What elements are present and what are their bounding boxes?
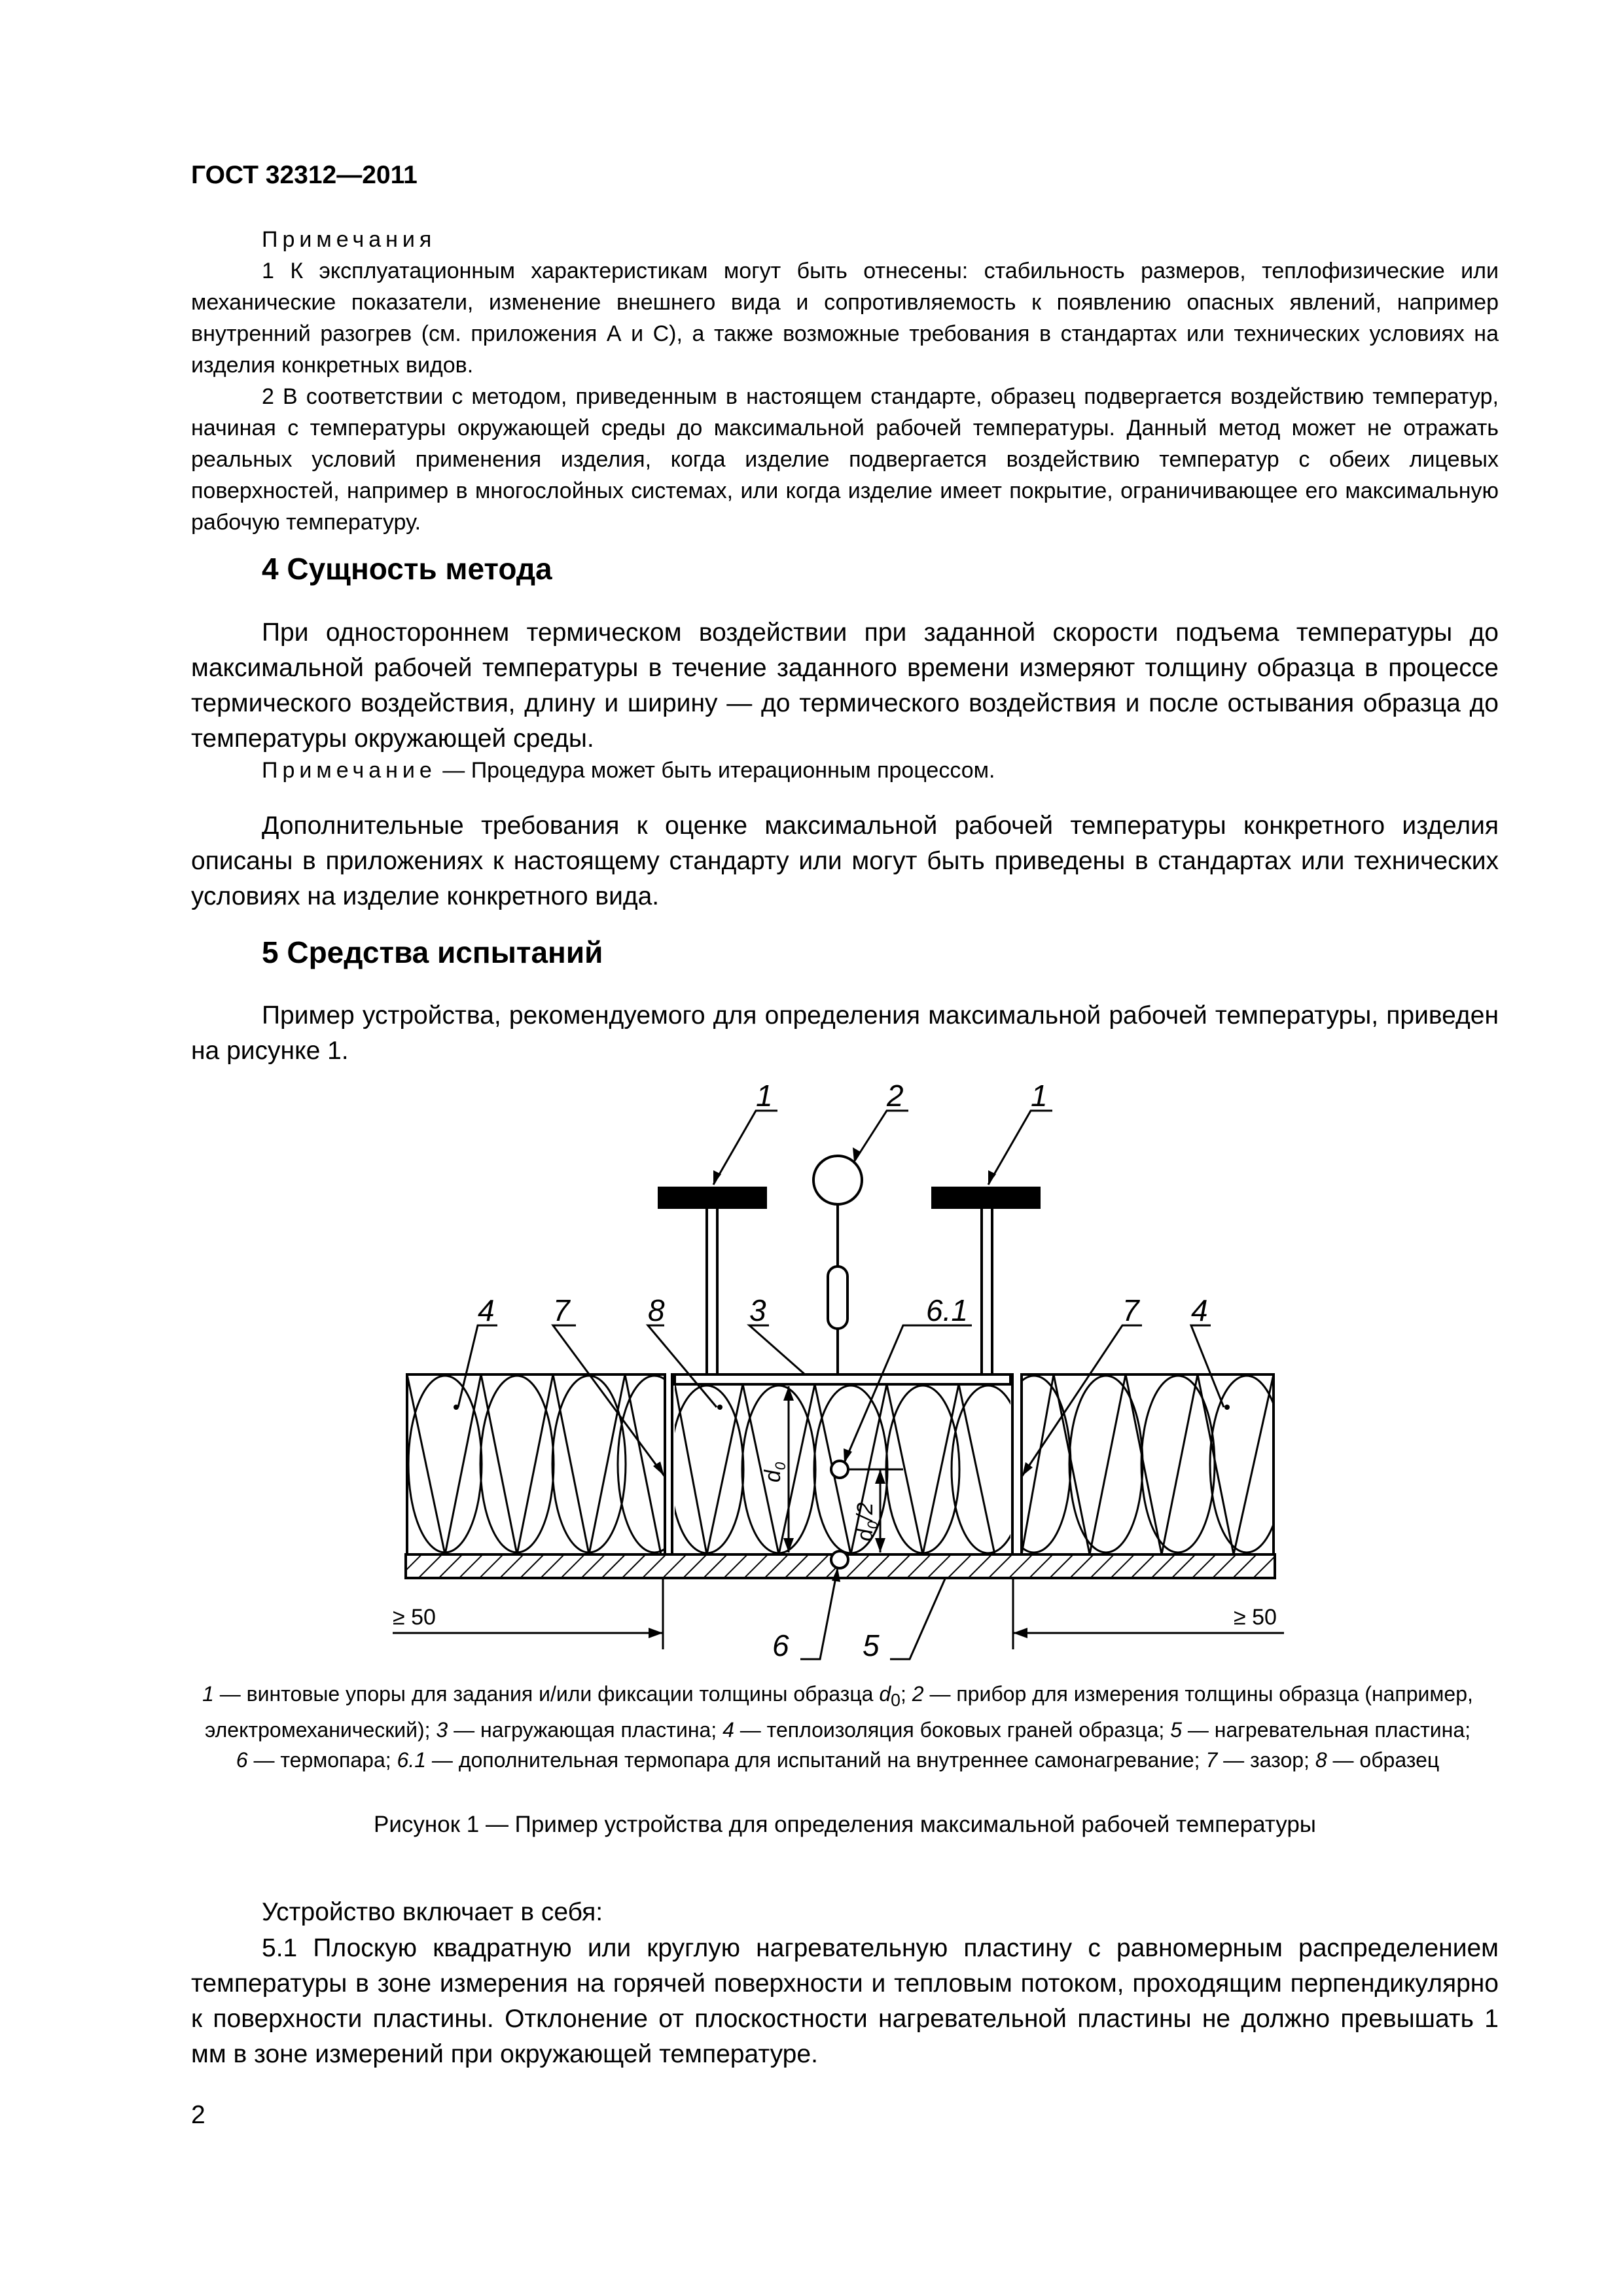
gap-label-left: ≥ 50 [393, 1605, 436, 1630]
figure-1-apparatus-diagram [386, 1060, 1289, 1689]
legend-num-7: 7 [1205, 1748, 1218, 1772]
legend-text-1: — винтовые упоры для задания и/или фиксации толщины образца [213, 1682, 880, 1706]
section-5-para-1 [191, 998, 1499, 1069]
legend-sep-1: ; [900, 1682, 912, 1706]
label-4-right: 4 [1191, 1293, 1208, 1327]
section-5-para-2 [191, 1895, 1499, 1930]
gap-label-right: ≥ 50 [1234, 1605, 1277, 1630]
note-2: 2 В соответствии с методом, приведенным в настоящем стандарте, образец подвергается воздействию температур, начиная с температуры окружающей среды до максимальной рабочей температуры. Данный метод может не отражать реальных условий применения изделия, когда изделие подвергается воздействию температур с обеих лицевых поверхностей, например в многослойных системах, или когда изделие имеет покрытие, ограничивающее его максимальную рабочую температуру. [191, 384, 1499, 535]
label-4-left: 4 [478, 1293, 495, 1327]
section-5-text-2: Устройство включает в себя: [262, 1898, 603, 1926]
legend-num-4: 4 [722, 1718, 734, 1742]
thermocouple-6 [831, 1551, 848, 1568]
label-1-left: 1 [756, 1079, 773, 1113]
legend-num-1: 1 [202, 1682, 214, 1706]
label-d0-half: $d_0/2$ [853, 1502, 881, 1541]
note-1: 1 К эксплуатационным характеристикам могут быть отнесены: стабильность размеров, теплофизические или механические показатели, изменение внешнего вида и сопротивляемость к появлению опасных явлений, например внутренний разогрев (см. приложения А и С), а также возможные требования в стандартах или технических условиях на изделия конкретных видов. [191, 259, 1499, 378]
legend-text-6: — термопара; [247, 1748, 397, 1772]
insulation-right [997, 1374, 1283, 1554]
section-4-para-2 [191, 808, 1499, 914]
label-5: 5 [863, 1628, 880, 1662]
note-label: Примечание [262, 758, 437, 783]
legend-text-8: — образец [1327, 1748, 1440, 1772]
page-number: 2 [191, 2101, 205, 2129]
insulation-left [407, 1374, 691, 1554]
legend-num-3: 3 [436, 1718, 448, 1742]
section-4-title: 4 Сущность метода [262, 552, 552, 586]
label-8: 8 [648, 1293, 665, 1327]
loading-plate [675, 1374, 1010, 1384]
legend-var-d: d [879, 1682, 891, 1706]
figure-1-legend [196, 1679, 1479, 1775]
section-5-title: 5 Средства испытаний [262, 935, 603, 969]
label-2: 2 [887, 1079, 904, 1113]
label-6-1: 6.1 [926, 1293, 968, 1327]
legend-var-sub: 0 [891, 1690, 901, 1710]
legend-text-3: — нагружающая пластина; [448, 1718, 723, 1742]
legend-text-7: — зазор; [1217, 1748, 1315, 1772]
note-text: — Процедура может быть итерационным процессом. [436, 758, 995, 783]
figure-1-caption: Рисунок 1 — Пример устройства для определения максимальной рабочей температуры [374, 1812, 1316, 1837]
thickness-gauge [813, 1156, 862, 1374]
label-7-right: 7 [1122, 1293, 1139, 1327]
document-id: ГОСТ 32312—2011 [191, 161, 418, 189]
section-5-para-3 [191, 1931, 1499, 2072]
legend-text-6-1: — дополнительная термопара для испытаний на внутреннее самонагревание; [426, 1748, 1206, 1772]
legend-num-8: 8 [1315, 1748, 1327, 1772]
legend-text-5: — нагревательная пластина; [1182, 1718, 1471, 1742]
legend-text-4: — теплоизоляция боковых граней образца; [734, 1718, 1171, 1742]
label-7-left: 7 [553, 1293, 570, 1327]
screw-stop-right [933, 1188, 1039, 1374]
notes-heading: Примечания [262, 227, 437, 252]
label-1-right: 1 [1031, 1079, 1048, 1113]
section-4-para-1 [191, 615, 1499, 757]
legend-num-5: 5 [1170, 1718, 1182, 1742]
section-4-note [191, 755, 1499, 786]
section-5-text-1: Пример устройства, рекомендуемого для определения максимальной рабочей температуры, приведен на рисунке 1. [191, 1001, 1499, 1065]
section-4-text-1: При одностороннем термическом воздействии при заданной скорости подъема температуры до максимальной рабочей температуры в течение заданного времени измеряют толщину образца в процессе термического воздействия, длину и ширину — до термического воздействия и после остывания образца до температуры окружающей среды. [191, 619, 1499, 753]
section-5-text-3: 5.1 Плоскую квадратную или круглую нагревательную пластину с равномерным распределением температуры в зоне измерения на горячей поверхности и тепловым потоком, проходящим перпендикулярно к поверхности пластины. Отклонение от плоскостности нагревательной пластины не должно превышать 1 мм в зоне измерений при окружающей температуре. [191, 1934, 1499, 2068]
legend-text-2: — прибор для измерения толщины образца (например, электромеханический); [204, 1682, 1473, 1742]
label-6: 6 [772, 1628, 789, 1662]
screw-stop-left [659, 1188, 766, 1374]
legend-num-6: 6 [236, 1748, 248, 1772]
legend-num-2: 2 [912, 1682, 924, 1706]
label-d0: $d_0$ [760, 1462, 789, 1482]
section-4-text-2: Дополнительные требования к оценке максимальной рабочей температуры конкретного изделия описаны в приложениях к настоящему стандарту или могут быть приведены в стандартах или технических условиях на изделие конкретного вида. [191, 812, 1499, 910]
thermocouple-6-1 [831, 1461, 848, 1478]
notes-block [191, 224, 1499, 538]
label-3: 3 [749, 1293, 766, 1327]
legend-num-6-1: 6.1 [397, 1748, 427, 1772]
